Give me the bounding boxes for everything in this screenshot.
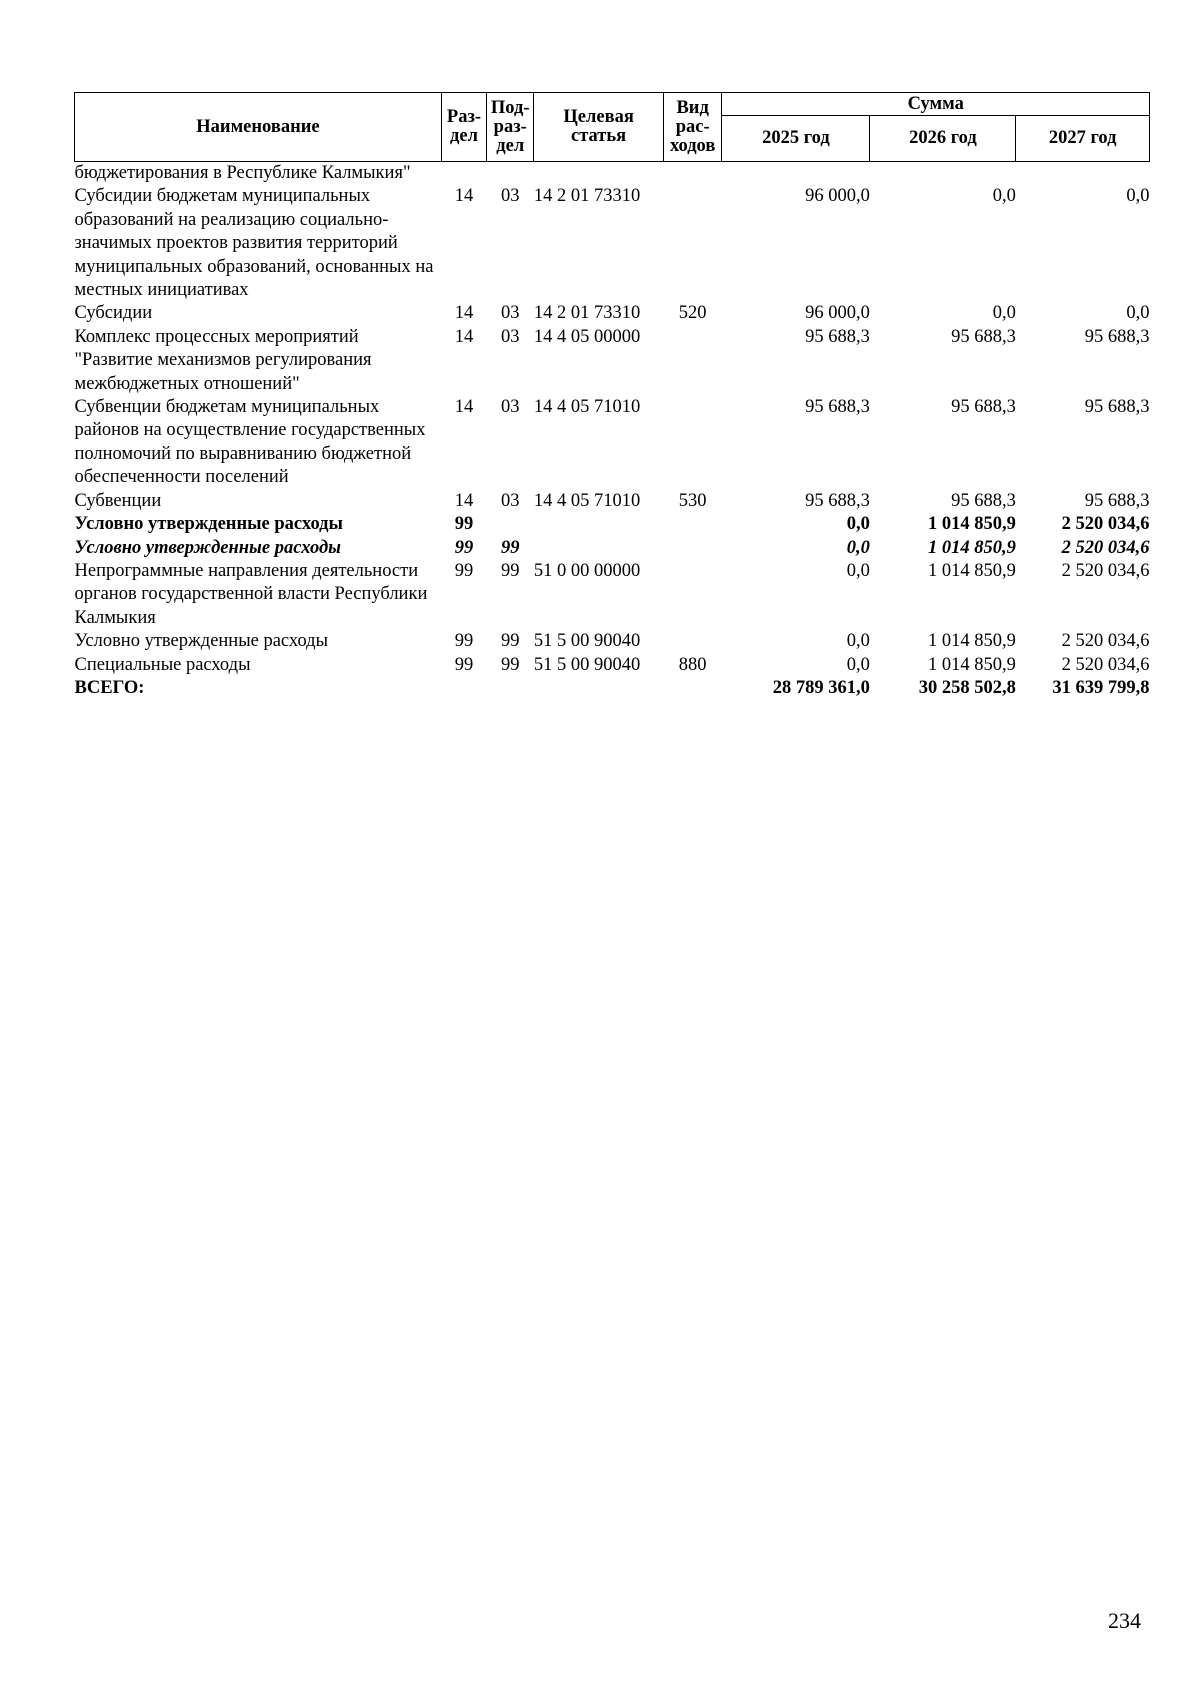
row-sum-2026: 95 688,3 [951,326,1016,347]
row-name: Условно утвержденные расходы [74,631,329,652]
table-row [75,162,1150,186]
row-sum-2027: 2 520 034,6 [1061,631,1150,652]
row-vid-rashodov [663,630,722,653]
table-row [75,185,1150,302]
row-name: Условно утвержденные расходы [74,514,343,535]
table-row [75,677,1150,700]
table-row [75,537,1150,560]
row-podrazdel: 99 [500,654,520,675]
header-podrazdel: Под-раз-дел [487,93,534,162]
row-podrazdel: 03 [500,326,520,347]
table-body [75,162,1150,701]
row-podrazdel: 99 [500,537,520,558]
row-vid-rashodov: 880 [678,654,707,675]
row-sum-2027: 2 520 034,6 [1061,537,1150,558]
row-razdel: 99 [454,537,474,558]
row-razdel: 14 [454,397,474,418]
header-vid-rashodov: Вид рас-ходов [663,93,722,162]
row-sum-2026 [870,162,1016,186]
row-celevaya-statya: 51 5 00 90040 [533,631,641,652]
row-celevaya-statya: 14 4 05 71010 [533,397,641,418]
row-sum-2027: 95 688,3 [1084,490,1150,511]
row-sum-2027: 95 688,3 [1084,397,1150,418]
row-celevaya-statya: 14 4 05 71010 [533,490,641,511]
table-row [75,302,1150,325]
row-name: Субсидии бюджетам муниципальных образований на реализацию социально-значимых проектов развития территорий муниципальных образований, основанных на местных инициативах [74,186,434,301]
row-sum-2026: 95 688,3 [951,490,1016,511]
row-sum-2026: 1 014 850,9 [927,514,1016,535]
row-razdel: 99 [454,654,474,675]
row-sum-2027: 31 639 799,8 [1052,677,1150,698]
row-name: Специальные расходы [74,654,251,675]
row-razdel: 14 [454,490,474,511]
row-name: Условно утвержденные расходы [74,537,342,558]
table-row [75,396,1150,490]
row-razdel: 14 [454,326,474,347]
row-razdel: 99 [454,631,474,652]
row-podrazdel: 99 [500,560,520,581]
row-razdel [441,162,486,186]
row-podrazdel: 03 [500,186,520,207]
row-name: бюджетирования в Республике Калмыкия" [74,163,411,183]
row-sum-2026: 95 688,3 [951,397,1016,418]
row-sum-2027: 95 688,3 [1084,326,1150,347]
row-sum-2025: 96 000,0 [805,186,870,207]
row-sum-2025: 95 688,3 [805,490,870,511]
row-vid-rashodov [663,537,722,560]
row-vid-rashodov: 530 [678,490,707,511]
row-sum-2027: 0,0 [1126,186,1150,207]
row-vid-rashodov [663,513,722,536]
row-razdel: 99 [454,514,474,535]
header-razdel: Раз-дел [441,93,486,162]
row-sum-2025: 0,0 [846,514,870,535]
row-celevaya-statya: 14 4 05 00000 [533,326,641,347]
row-celevaya-statya: 14 2 01 73310 [533,186,641,207]
table-row [75,630,1150,653]
row-podrazdel [487,162,534,186]
header-year-2026: 2026 год [870,116,1016,162]
row-sum-2025: 95 688,3 [805,397,870,418]
row-sum-2025 [722,162,870,186]
row-podrazdel [487,513,534,536]
row-sum-2025: 95 688,3 [805,326,870,347]
row-name: Субсидии [74,303,153,324]
row-vid-rashodov: 520 [678,303,707,324]
row-sum-2025: 96 000,0 [805,303,870,324]
row-sum-2027: 2 520 034,6 [1061,514,1150,535]
budget-table [74,92,1150,700]
row-podrazdel: 03 [500,397,520,418]
row-vid-rashodov [663,162,722,186]
row-sum-2026: 1 014 850,9 [927,537,1016,558]
row-sum-2026: 30 258 502,8 [918,677,1016,698]
row-sum-2025: 0,0 [846,560,870,581]
row-celevaya-statya: 51 0 00 00000 [533,560,641,581]
row-sum-2025: 0,0 [846,537,870,558]
table-header [75,93,1150,162]
row-sum-2026: 0,0 [992,186,1016,207]
row-vid-rashodov [663,326,722,396]
row-razdel [441,677,486,700]
row-razdel: 99 [454,560,474,581]
row-sum-2027 [1016,162,1150,186]
row-sum-2027: 0,0 [1126,303,1150,324]
row-sum-2026: 0,0 [992,303,1016,324]
row-name: Субвенции бюджетам муниципальных районов на осуществление государственных полномочий по выравниванию бюджетной обеспеченности поселений [74,397,426,488]
row-name: Непрограммные направления деятельности органов государственной власти Республики Калмыкия [74,560,428,628]
row-podrazdel: 03 [500,303,520,324]
row-sum-2025: 0,0 [846,631,870,652]
row-celevaya-statya: 14 2 01 73310 [533,303,641,324]
header-celevaya-statya: Целевая статья [534,93,663,162]
row-sum-2026: 1 014 850,9 [927,654,1016,675]
row-sum-2027: 2 520 034,6 [1061,654,1150,675]
row-vid-rashodov [663,677,722,700]
row-sum-2025: 28 789 361,0 [772,677,870,698]
row-sum-2025: 0,0 [846,654,870,675]
table-row [75,560,1150,630]
row-podrazdel: 99 [500,631,520,652]
row-sum-2026: 1 014 850,9 [927,631,1016,652]
row-celevaya-statya [534,162,663,186]
row-podrazdel [487,677,534,700]
row-celevaya-statya [534,513,663,536]
header-summa: Сумма [722,93,1150,116]
table-row [75,490,1150,513]
row-razdel: 14 [454,303,474,324]
table-row [75,654,1150,677]
row-vid-rashodov [663,560,722,630]
row-razdel: 14 [454,186,474,207]
row-vid-rashodov [663,185,722,302]
table-row [75,326,1150,396]
row-podrazdel: 03 [500,490,520,511]
header-year-2027: 2027 год [1016,116,1150,162]
row-celevaya-statya [534,537,663,560]
row-name: Комплекс процессных мероприятий "Развитие механизмов регулирования межбюджетных отношений" [74,326,372,394]
header-name: Наименование [75,93,442,162]
row-name: Субвенции [74,490,162,511]
row-celevaya-statya: 51 5 00 90040 [533,654,641,675]
row-celevaya-statya [534,677,663,700]
table-row [75,513,1150,536]
page-number: 234 [1108,1608,1141,1633]
row-vid-rashodov [663,396,722,490]
header-year-2025: 2025 год [722,116,870,162]
row-sum-2026: 1 014 850,9 [927,560,1016,581]
row-name: ВСЕГО: [74,677,145,698]
row-sum-2027: 2 520 034,6 [1061,560,1150,581]
